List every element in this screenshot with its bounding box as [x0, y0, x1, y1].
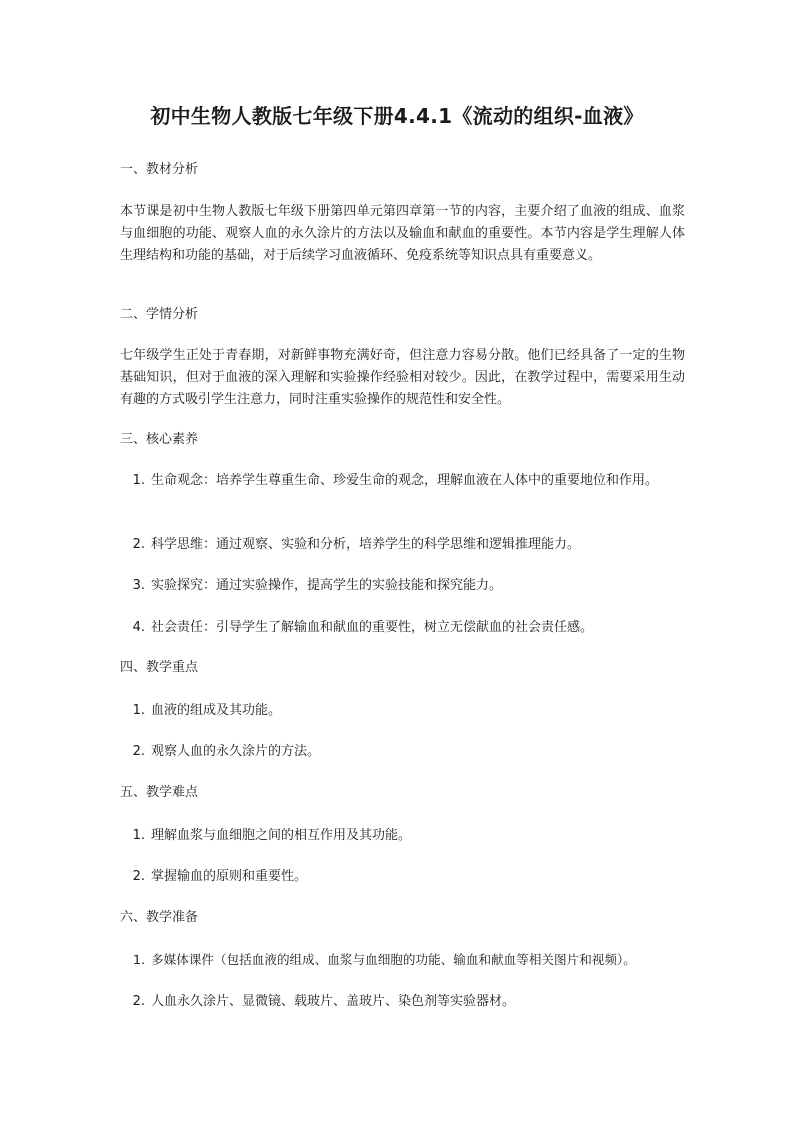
list-number: 1.: [132, 952, 145, 967]
list-text: 血液的组成及其功能。: [151, 703, 282, 718]
list-text: 实验探究：通过实验操作，提高学生的实验技能和探究能力。: [151, 578, 503, 593]
list-text: 多媒体课件（包括血液的组成、血浆与血细胞的功能、输血和献血等相关图片和视频）。: [151, 952, 636, 967]
list-number: 2.: [132, 869, 145, 884]
list-text: 观察人血的永久涂片的方法。: [151, 744, 321, 759]
list-item: [120, 534, 700, 556]
section-paragraph-student: 七年级学生正处于青春期，对新鲜事物充满好奇，但注意力容易分散。他们已经具备了一定的生物基础知识，但对于血液的深入理解和实验操作经验相对较少。因此，在教学过程中，需要采用生动有趣的方式吸引学生注意力，同时注重实验操作的规范性和安全性。: [120, 348, 685, 407]
list-item: [120, 741, 700, 763]
list-item: [120, 617, 700, 639]
list-number: 1.: [132, 703, 145, 718]
list-item: [120, 700, 700, 722]
list-number: 1.: [132, 473, 145, 488]
section-heading-student: 二、学情分析: [120, 307, 199, 322]
list-text: 生命观念：培养学生尊重生命、珍爱生命的观念，理解血液在人体中的重要地位和作用。: [151, 473, 659, 488]
section-heading-key-points: 四、教学重点: [120, 660, 199, 675]
list-item: [120, 470, 680, 492]
list-text: 社会责任：引导学生了解输血和献血的重要性，树立无偿献血的社会责任感。: [151, 620, 594, 635]
list-number: 2.: [132, 744, 145, 759]
list-item: [120, 866, 700, 888]
list-item: [120, 825, 700, 847]
section-paragraph-analysis: 本节课是初中生物人教版七年级下册第四单元第四章第一节的内容，主要介绍了血液的组成、血浆与血细胞的功能、观察人血的永久涂片的方法以及输血和献血的重要性。本节内容是学生理解人体生理结构和功能的基础，对于后续学习血液循环、免疫系统等知识点具有重要意义。: [120, 204, 685, 263]
list-text: 理解血浆与血细胞之间的相互作用及其功能。: [151, 828, 412, 843]
list-number: 3.: [132, 578, 145, 593]
list-number: 2.: [132, 994, 145, 1009]
section-heading-difficulties: 五、教学难点: [120, 785, 199, 800]
section-heading-analysis: 一、教材分析: [120, 162, 199, 177]
list-item: [120, 991, 700, 1013]
list-text: 科学思维：通过观察、实验和分析，培养学生的科学思维和逻辑推理能力。: [151, 537, 581, 552]
list-item: [120, 575, 700, 597]
document-title: 初中生物人教版七年级下册4.4.1《流动的组织-血液》: [150, 104, 644, 128]
list-number: 4.: [132, 620, 145, 635]
section-heading-preparation: 六、教学准备: [120, 910, 199, 925]
list-text: 掌握输血的原则和重要性。: [151, 869, 308, 884]
list-item: [120, 949, 720, 971]
list-number: 1.: [132, 828, 145, 843]
list-number: 2.: [132, 537, 145, 552]
list-text: 人血永久涂片、显微镜、载玻片、盖玻片、染色剂等实验器材。: [151, 994, 516, 1009]
section-heading-literacy: 三、核心素养: [120, 432, 199, 447]
